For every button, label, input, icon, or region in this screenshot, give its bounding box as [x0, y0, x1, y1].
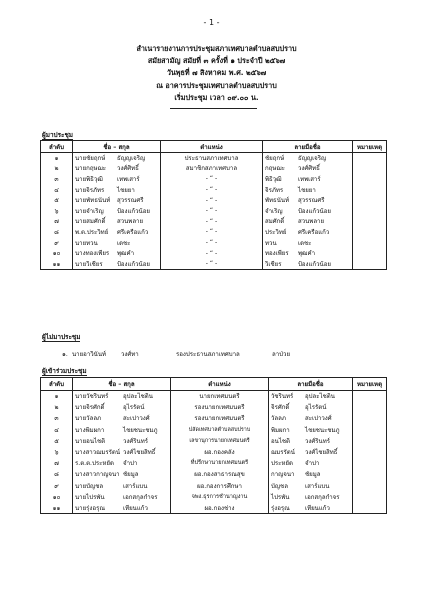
table-row: ๔ นายจิรภัทร ไชยยา - “ - จิรภัทร ไชยยา — [41, 184, 387, 195]
attendees-table — [40, 140, 387, 270]
table-row: ๕ นายอนไชติ วงศ์รินทร์ เลขานุการนายกเทศมนตรี อนไชติ วงศ์รินทร์ — [41, 435, 387, 446]
col-name: ชื่อ – สกุล — [73, 378, 171, 391]
start-time-line: เริ่มประชุม เวลา ๐๙.๐๐ น. — [174, 93, 259, 102]
col-signature: ลายมือชื่อ — [269, 378, 353, 391]
table-row: ๑๑ นายรุ่งอรุณ เทียนแก้ว ผอ.กองช่าง รุ่งอรุณ เทียนแก้ว — [41, 502, 387, 514]
attendees-section-title: ผู้มาประชุม — [42, 131, 74, 139]
invitees-header-row — [41, 378, 387, 391]
col-order: ลำดับ — [41, 141, 73, 153]
invitees-section-title: ผู้เข้าร่วมประชุม — [42, 367, 87, 375]
table-row: ๘ นางสาวกาญจนา ชัยมูล ผอ.กองสาธารณสุข กาญจนา ชัยมูล — [41, 469, 387, 480]
table-row: ๙ นายบัญชล เสาร์แบน ผอ.กองการศึกษา บัญชล เสาร์แบน — [41, 480, 387, 491]
table-row: ๙ นายทวน เดชะ - “ - ทวน เดชะ — [41, 237, 387, 248]
report-title: สำเนารายงานการประชุมสภาเทศบาลตำบลสบปราบ — [136, 44, 297, 53]
col-position: ตำแหน่ง — [171, 378, 269, 391]
col-signature: ลายมือชื่อ — [263, 141, 353, 153]
absentee-row: ๑. นายอาวินันท์ วงศ์ทา รองประธานสภาเทศบาล ลาป่วย — [62, 351, 291, 358]
table-row: ๑ นายวัชรินทร์ อุปละไชติน นายกเทศมนตรี วัชรินทร์ อุปละไชติน — [41, 391, 387, 402]
table-row: ๔ นางพิมผกา ไชยชนะชมภู ปลัดเทศบาลตำบลสบปราบ พิมผกา ไชยชนะชมภู — [41, 424, 387, 435]
header-underline — [170, 108, 257, 109]
col-remark: หมายเหตุ — [353, 378, 387, 391]
venue-line: ณ อาคารประชุมเทศบาลตำบลสบปราบ — [156, 81, 277, 90]
table-row: ๑๐ นางทองเพียร พุฒคำ - “ - ทองเพียร พุฒคำ — [41, 248, 387, 259]
page-number: - 1 - — [203, 18, 220, 27]
session-line: สมัยสามัญ สมัยที่ ๓ ครั้งที่ ๑ ประจำปี ๒๕๖๗ — [147, 56, 286, 65]
table-row: ๓ นายวัลลภ สะเปาวงศ์ รองนายกเทศมนตรี วัลลภ สะเปาวงศ์ — [41, 413, 387, 424]
absentees-section-title: ผู้ไม่มาประชุม — [42, 333, 81, 341]
table-row: ๑๐ นายไปรพัน เอกสกุลกำจร จพง.ธุรการชำนาญงาน ไปรพัน เอกสกุลกำจร — [41, 491, 387, 502]
table-row: ๖ นายจำเริญ ป้องแก้วน้อย - “ - จำเริญ ป้องแก้วน้อย — [41, 205, 387, 216]
invitees-table — [40, 377, 387, 514]
table-row: ๗ นายสมศักดิ์ สวนพลาย - “ - สมศักดิ์ สวนพลาย — [41, 216, 387, 227]
col-remark: หมายเหตุ — [353, 141, 387, 153]
table-row: ๖ นางสาวฌมรรัตน์ วงศ์ไชยสิทธิ์ ผอ.กองคลัง ฌมรรัตน์ วงศ์ไชยสิทธิ์ — [41, 446, 387, 457]
col-name: ชื่อ – สกุล — [73, 141, 161, 153]
date-line: วันพุธที่ ๗ สิงหาคม พ.ศ. ๒๕๖๗ — [166, 68, 267, 77]
table-row: ๒ นายกฤษฌะ วงศ์ศิทธิ์ สมาชิกสภาเทศบาล กฤษฌะ วงศ์ศิทธิ์ — [41, 163, 387, 174]
table-row: ๑ นายชัยฤกษ์ ธัญญเจริญ ประธานสภาเทศบาล ชัยฤกษ์ ธัญญเจริญ — [41, 153, 387, 164]
col-order: ลำดับ — [41, 378, 73, 391]
table-row: ๘ พ.ต.ประวิทย์ ศรีเครือแก้ว - “ - ประวิทย์ ศรีเครือแก้ว — [41, 227, 387, 238]
attendees-header-row — [41, 141, 387, 153]
col-position: ตำแหน่ง — [161, 141, 263, 153]
table-row: ๒ นายจิรศักดิ์ อุไรรัตน์ รองนายกเทศมนตรี จิรศักดิ์ อุไรรัตน์ — [41, 402, 387, 413]
table-row: ๑๑ นายวิเชียร ป้องแก้วน้อย - “ - วิเชียร ป้องแก้วน้อย — [41, 258, 387, 269]
table-row: ๕ นายพัทธนันท์ สุวรรณศรี - “ - พัทธนันท์ สุวรรณศรี — [41, 195, 387, 206]
table-row: ๓ นายพิธิวุฒิ เทพเสาร์ - “ - พิธิวุฒิ เทพเสาร์ — [41, 174, 387, 185]
table-row: ๗ ร.ต.ต.ประหยัด จำปา ที่ปรึกษานายกเทศมนตรี ประหยัด จำปา — [41, 458, 387, 469]
